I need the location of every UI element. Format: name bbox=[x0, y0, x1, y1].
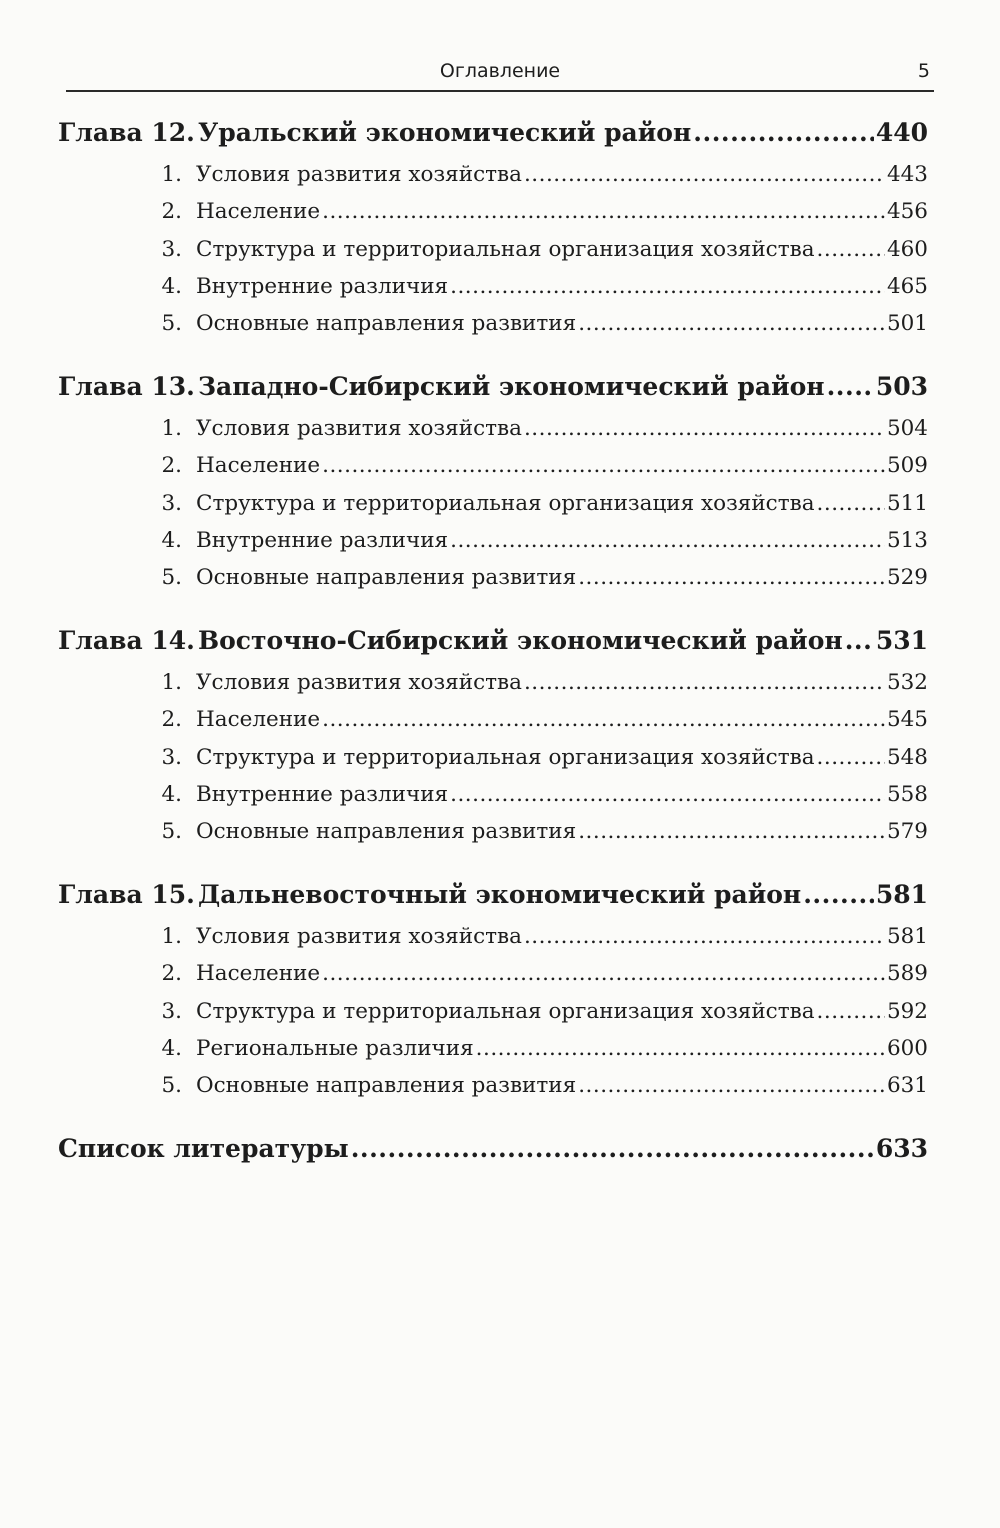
section-number: 4. bbox=[161, 1036, 182, 1061]
section-page: 579 bbox=[886, 819, 928, 844]
chapter-title: Западно-Сибирский экономический район bbox=[198, 372, 825, 401]
dot-leader bbox=[578, 311, 885, 336]
chapter-title: Восточно-Сибирский экономический район bbox=[198, 626, 843, 655]
section-page: 600 bbox=[886, 1036, 928, 1061]
section-title: Структура и территориальная организация хозяйства bbox=[196, 745, 815, 770]
section-number: 4. bbox=[161, 274, 182, 299]
dot-leader bbox=[524, 162, 885, 187]
section-number: 3. bbox=[161, 999, 182, 1024]
dot-leader bbox=[578, 819, 885, 844]
toc-chapter-14[interactable] bbox=[58, 626, 928, 655]
dot-leader bbox=[351, 1134, 874, 1163]
dot-leader bbox=[524, 670, 885, 695]
section-number: 5. bbox=[161, 819, 182, 844]
section-page: 558 bbox=[886, 782, 928, 807]
toc-section[interactable] bbox=[160, 924, 928, 949]
dot-leader bbox=[322, 453, 885, 478]
section-page: 532 bbox=[886, 670, 928, 695]
toc-section[interactable] bbox=[160, 237, 928, 262]
section-title: Структура и территориальная организация хозяйства bbox=[196, 237, 815, 262]
section-page: 513 bbox=[886, 528, 928, 553]
section-page: 501 bbox=[886, 311, 928, 336]
section-page: 443 bbox=[886, 162, 928, 187]
toc-section[interactable] bbox=[160, 782, 928, 807]
toc-section[interactable] bbox=[160, 1036, 928, 1061]
dot-leader bbox=[845, 626, 874, 655]
toc-section[interactable] bbox=[160, 707, 928, 732]
section-number: 2. bbox=[161, 453, 182, 478]
toc-section[interactable] bbox=[160, 311, 928, 336]
section-number: 1. bbox=[161, 924, 182, 949]
section-page: 504 bbox=[886, 416, 928, 441]
chapter-label: Глава 13. bbox=[58, 372, 195, 401]
toc-section[interactable] bbox=[160, 745, 928, 770]
section-number: 1. bbox=[161, 162, 182, 187]
section-number: 1. bbox=[161, 416, 182, 441]
section-title: Структура и территориальная организация хозяйства bbox=[196, 999, 815, 1024]
toc-section[interactable] bbox=[160, 453, 928, 478]
section-page: 631 bbox=[886, 1073, 928, 1098]
dot-leader bbox=[450, 782, 885, 807]
toc-section[interactable] bbox=[160, 819, 928, 844]
dot-leader bbox=[817, 491, 885, 516]
section-number: 3. bbox=[161, 745, 182, 770]
chapter-label: Глава 14. bbox=[58, 626, 195, 655]
section-page: 581 bbox=[886, 924, 928, 949]
dot-leader bbox=[524, 416, 885, 441]
toc-section[interactable] bbox=[160, 565, 928, 590]
dot-leader bbox=[817, 237, 885, 262]
dot-leader bbox=[476, 1036, 885, 1061]
chapter-label: Глава 12. bbox=[58, 118, 195, 147]
chapter-title: Уральский экономический район bbox=[198, 118, 692, 147]
section-number: 2. bbox=[161, 199, 182, 224]
section-title: Основные направления развития bbox=[196, 819, 577, 844]
toc-section[interactable] bbox=[160, 961, 928, 986]
section-title: Население bbox=[196, 707, 321, 732]
section-title: Структура и территориальная организация хозяйства bbox=[196, 491, 815, 516]
toc-section[interactable] bbox=[160, 670, 928, 695]
section-page: 509 bbox=[886, 453, 928, 478]
bibliography-title: Список литературы bbox=[58, 1134, 349, 1163]
section-page: 465 bbox=[886, 274, 928, 299]
dot-leader bbox=[803, 880, 874, 909]
section-number: 3. bbox=[161, 237, 182, 262]
section-title: Основные направления развития bbox=[196, 311, 577, 336]
section-title: Условия развития хозяйства bbox=[196, 162, 522, 187]
section-number: 5. bbox=[161, 1073, 182, 1098]
chapter-page: 531 bbox=[875, 626, 928, 655]
section-number: 2. bbox=[161, 961, 182, 986]
section-title: Условия развития хозяйства bbox=[196, 924, 522, 949]
chapter-page: 503 bbox=[875, 372, 928, 401]
section-page: 511 bbox=[886, 491, 928, 516]
toc-section[interactable] bbox=[160, 162, 928, 187]
section-title: Региональные различия bbox=[196, 1036, 474, 1061]
dot-leader bbox=[450, 528, 885, 553]
dot-leader bbox=[322, 199, 885, 224]
section-title: Население bbox=[196, 453, 321, 478]
section-number: 3. bbox=[161, 491, 182, 516]
section-page: 460 bbox=[886, 237, 928, 262]
toc-chapter-15[interactable] bbox=[58, 880, 928, 909]
section-title: Условия развития хозяйства bbox=[196, 670, 522, 695]
toc-section[interactable] bbox=[160, 999, 928, 1024]
section-title: Внутренние различия bbox=[196, 274, 449, 299]
toc-section[interactable] bbox=[160, 274, 928, 299]
section-number: 5. bbox=[161, 565, 182, 590]
toc-section[interactable] bbox=[160, 491, 928, 516]
section-title: Основные направления развития bbox=[196, 1073, 577, 1098]
section-page: 548 bbox=[886, 745, 928, 770]
section-page: 529 bbox=[886, 565, 928, 590]
section-page: 592 bbox=[886, 999, 928, 1024]
section-title: Население bbox=[196, 199, 321, 224]
section-page: 589 bbox=[886, 961, 928, 986]
toc-section[interactable] bbox=[160, 1073, 928, 1098]
dot-leader bbox=[322, 707, 885, 732]
section-title: Внутренние различия bbox=[196, 782, 449, 807]
chapter-label: Глава 15. bbox=[58, 880, 195, 909]
section-page: 545 bbox=[886, 707, 928, 732]
dot-leader bbox=[827, 372, 874, 401]
dot-leader bbox=[322, 961, 885, 986]
section-title: Население bbox=[196, 961, 321, 986]
section-title: Условия развития хозяйства bbox=[196, 416, 522, 441]
toc-chapter-13[interactable] bbox=[58, 372, 928, 401]
section-number: 5. bbox=[161, 311, 182, 336]
dot-leader bbox=[693, 118, 874, 147]
dot-leader bbox=[524, 924, 885, 949]
chapter-page: 581 bbox=[875, 880, 928, 909]
section-title: Внутренние различия bbox=[196, 528, 449, 553]
section-number: 4. bbox=[161, 528, 182, 553]
dot-leader bbox=[450, 274, 885, 299]
section-title: Основные направления развития bbox=[196, 565, 577, 590]
header-page-number: 5 bbox=[917, 60, 930, 82]
toc-chapter-12[interactable] bbox=[58, 118, 928, 147]
chapter-title: Дальневосточный экономический район bbox=[198, 880, 802, 909]
toc-section[interactable] bbox=[160, 199, 928, 224]
chapter-page: 440 bbox=[875, 118, 928, 147]
dot-leader bbox=[817, 745, 885, 770]
section-page: 456 bbox=[886, 199, 928, 224]
dot-leader bbox=[578, 565, 885, 590]
header-title: Оглавление bbox=[439, 60, 561, 82]
bibliography-page: 633 bbox=[875, 1134, 928, 1163]
dot-leader bbox=[578, 1073, 885, 1098]
toc-section[interactable] bbox=[160, 528, 928, 553]
dot-leader bbox=[817, 999, 885, 1024]
toc-section[interactable] bbox=[160, 416, 928, 441]
section-number: 4. bbox=[161, 782, 182, 807]
toc-bibliography[interactable] bbox=[58, 1134, 928, 1163]
section-number: 1. bbox=[161, 670, 182, 695]
section-number: 2. bbox=[161, 707, 182, 732]
